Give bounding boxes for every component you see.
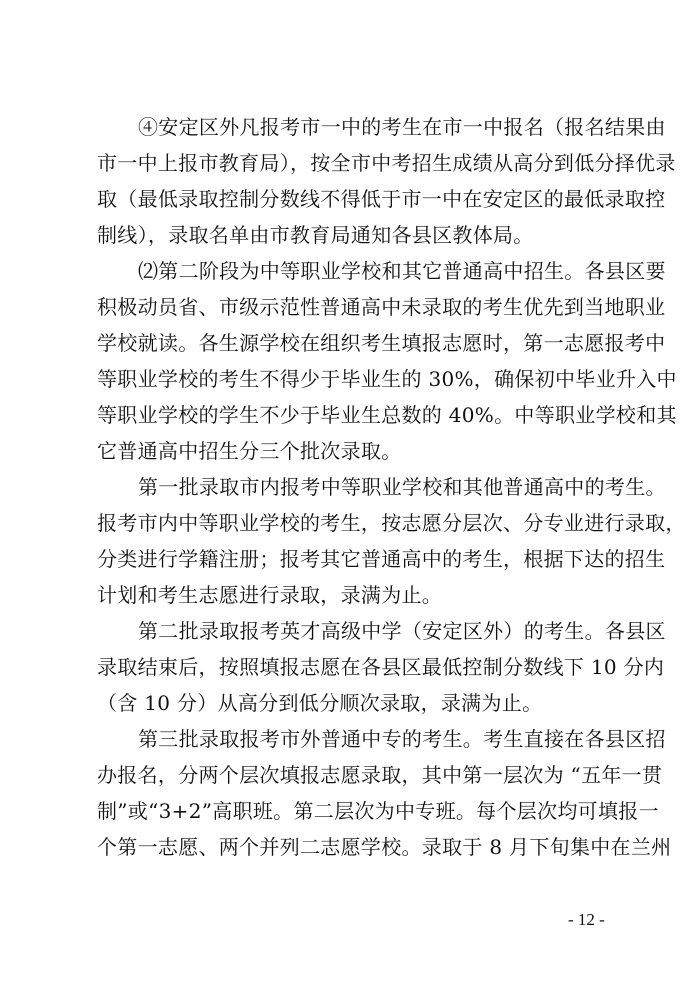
paragraph-2-line-2: 积极动员省、市级示范性普通高中未录取的考生优先到当地职业 [97, 295, 666, 319]
paragraph-3-line-4: 计划和考生志愿进行录取，录满为止。 [97, 583, 443, 607]
paragraph-5-line-3: 制”或“3+2”高职班。第二层次为中专班。每个层次均可填报一 [97, 799, 659, 823]
paragraph-3-line-1: 第一批录取市内报考中等职业学校和其他普通高中的考生。 [138, 475, 666, 499]
paragraph-2-line-6: 它普通高中招生分三个批次录取。 [97, 439, 402, 463]
paragraph-1-line-1: ④安定区外凡报考市一中的考生在市一中报名（报名结果由 [138, 115, 666, 139]
paragraph-3-line-2: 报考市内中等职业学校的考生，按志愿分层次、分专业进行录取， [97, 511, 686, 535]
paragraph-1-line-2: 市一中上报市教育局），按全市中考招生成绩从高分到低分择优录 [97, 151, 676, 175]
paragraph-2-line-1: ⑵第二阶段为中等职业学校和其它普通高中招生。各县区要 [138, 259, 666, 283]
paragraph-5-line-2: 办报名，分两个层次填报志愿录取，其中第一层次为 “五年一贯 [97, 763, 663, 787]
paragraph-4-line-3: （含 10 分）从高分到低分顺次录取，录满为止。 [97, 691, 543, 715]
paragraph-4-line-1: 第二批录取报考英才高级中学（安定区外）的考生。各县区 [138, 619, 666, 643]
paragraph-5-line-4: 个第一志愿、两个并列二志愿学校。录取于 8 月下旬集中在兰州 [97, 835, 672, 859]
paragraph-5-line-1: 第三批录取报考市外普通中专的考生。考生直接在各县区招 [138, 727, 666, 751]
paragraph-3-line-3: 分类进行学籍注册；报考其它普通高中的考生，根据下达的招生 [97, 547, 666, 571]
page-number: - 12 - [568, 910, 605, 929]
paragraph-2-line-5: 等职业学校的学生不少于毕业生总数的 40%。中等职业学校和其 [97, 403, 677, 427]
paragraph-2-line-3: 学校就读。各生源学校在组织考生填报志愿时，第一志愿报考中 [97, 331, 666, 355]
paragraph-2-line-4: 等职业学校的考生不得少于毕业生的 30%，确保初中毕业升入中 [97, 367, 677, 391]
paragraph-1-line-4: 制线），录取名单由市教育局通知各县区教体局。 [97, 223, 534, 247]
paragraph-4-line-2: 录取结束后，按照填报志愿在各县区最低控制分数线下 10 分内 [97, 655, 665, 679]
paragraph-1-line-3: 取（最低录取控制分数线不得低于市一中在安定区的最低录取控 [97, 187, 666, 211]
